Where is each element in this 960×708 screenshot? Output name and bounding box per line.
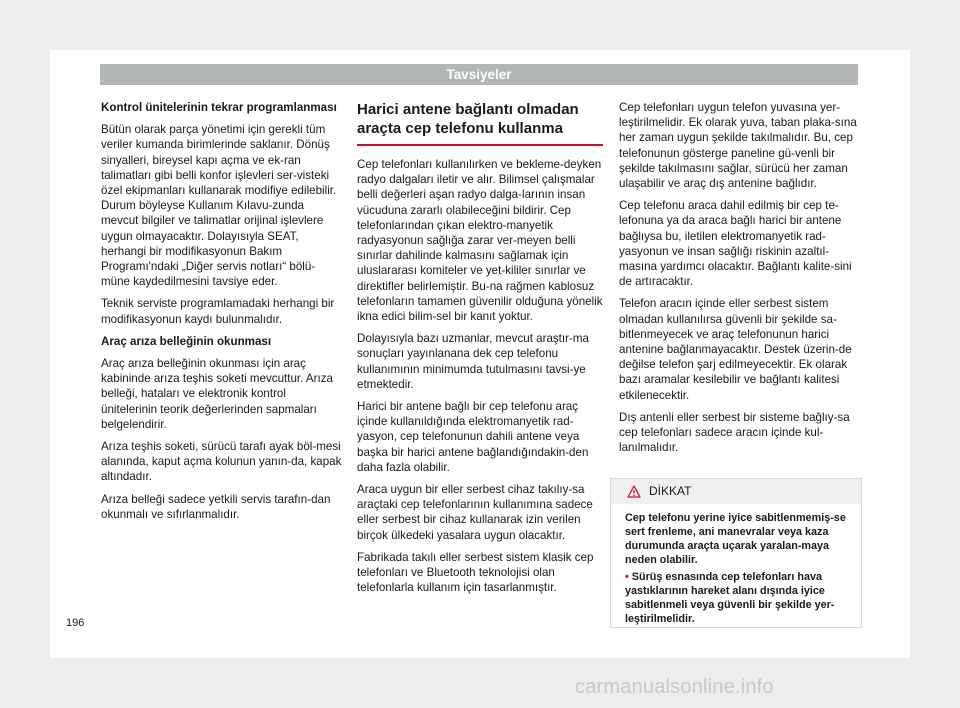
bullet-icon: • xyxy=(625,571,629,583)
warning-text xyxy=(625,570,851,626)
heading-reprogramming: Kontrol ünitelerinin tekrar programlanması xyxy=(101,101,337,114)
paragraph: Dolayısıyla bazı uzmanlar, mevcut araştır-ma sonuçları yayınlanana dek cep telefonu kullanımının minimumda tutulmasını tavsi-ye etmektedir. xyxy=(357,332,589,391)
paragraph: Cep telefonu araca dahil edilmiş bir cep te-lefonuna ya da araca bağlı harici bir antene bağlıysa bu, iletilen elektromanyetik rad-yasyonun ve insan sağlığı riskinin azaltıl-masına yardımcı olacaktır. Bağlantı kalite-sini de artıracaktır. xyxy=(619,199,852,289)
paragraph: Araca uygun bir eller serbest cihaz takılıy-sa araçtaki cep telefonlarının kullanımına sadece eller serbest bir cihaz kullanarak izin verilen birçok ülkedeki yasalara uygun olacaktır. xyxy=(357,483,593,542)
paragraph: Bütün olarak parça yönetimi için gerekli tüm veriler kumanda birimlerinde saklanır. Dönüş sinyalleri, bireysel kapı açma ve ek-ran talimatları gibi belli konfor işlevleri ser-visteki özel ekipmanları kullanarak modifiye edilebilir. Durum böyleyse Kullanım Kılavu-zunda mevcut bilgiler ve talimatlar orijinal işlevlere uygun olmayacaktır. Dolayısıyla SEAT, herhangi bir modifikasyonun Bakım Programı'ndaki „Diğer servis notları“ bölü-müne kaydedilmesini tavsiye eder. xyxy=(101,123,337,289)
column-middle xyxy=(357,100,603,602)
page-header: Tavsiyeler xyxy=(100,64,858,85)
paragraph: Dış antenli eller serbest bir sisteme bağlıy-sa cep telefonları sadece aracın içinde kul-lanılmalıdır. xyxy=(619,410,850,455)
warning-body xyxy=(611,504,861,626)
watermark: carmanualsonline.info xyxy=(575,676,774,698)
paragraph: Arıza teşhis soketi, sürücü tarafı ayak böl-mesi alanında, kaput açma kolunun yanın-da, kapak altındadır. xyxy=(101,440,342,484)
warning-triangle-icon xyxy=(627,485,641,498)
paragraph: Harici bir antene bağlı bir cep telefonu araç içinde kullanıldığında elektromanyetik rad-yasyon, cep telefonunun dahili antene veya başka bir harici antene bağlandığındakin-den daha fazla olabilir. xyxy=(357,400,589,474)
column-left xyxy=(101,100,343,529)
paragraph: Teknik serviste programlamadaki herhangi bir modifikasyonun kaydı bulunmalıdır. xyxy=(101,297,335,326)
warning-label: DİKKAT xyxy=(649,484,692,498)
paragraph: Cep telefonları kullanılırken ve bekleme-deyken radyo dalgaları iletir ve alır. Bilimsel çalışmalar belli değerleri aşan radyo dalga-larının insan vücuduna zararlı olabileceğini bildirir. Cep telefonlarından çıkan elektro-manyetik radyasyonun sağlığa zarar ver-meyen belli sınırlar dahilinde kalmasını sağlamak için uluslararası komiteler ve yet-kililer sınırlar ve direktifler belirlemiştir. Bu-na rağmen kablosuz telefonların tamamen güvenilir olduğuna yönelik ikna edici bilim-sel bir kanıt yoktur. xyxy=(357,158,603,324)
paragraph: Telefon aracın içinde eller serbest sistem olmadan kullanılırsa güvenli bir şekilde sa-bitlenmeyecek ve araç telefonunun harici antenine bağlanmayacaktır. Destek üzerin-de değilse telefon şarj edilmeyecektir. Ek olarak bazı aramalar kesilebilir ve bağlantı kalitesi etkilenecektir. xyxy=(619,297,852,402)
heading-fault-memory: Araç arıza belleğinin okunması xyxy=(101,334,272,348)
warning-header xyxy=(611,479,861,504)
warning-bullet-text: Sürüş esnasında cep telefonları hava yastıklarının hareket alanı dışında iyice sabitlenmeli veya güvenli bir şekilde yer-leştirilmelidir. xyxy=(625,571,835,625)
paragraph: Arıza belleği sadece yetkili servis tarafın-dan okunmalı ve sıfırlanmalıdır. xyxy=(101,492,331,521)
section-title: Harici antene bağlantı olmadan araçta cep telefonu kullanma xyxy=(357,100,603,146)
paragraph: Araç arıza belleğinin okunması için araç kabininde arıza teşhis soketi mevcuttur. Arıza belleği, hataları ve elektronik kontrol ünitelerinin teorik değerlerinden sapmaları belgelendirir. xyxy=(101,357,333,431)
column-right xyxy=(619,100,859,462)
paragraph: Cep telefonları uygun telefon yuvasına yer-leştirilmelidir. Ek olarak yuva, taban plaka-sına her zaman uygun şekilde takılmalıdır. Bu, cep telefonunun gösterge paneline gü-venli bir şekilde takılmasını sağlar, sürücü her zaman ulaşabilir ve araç dış antenine bağlıdır. xyxy=(619,101,857,191)
page-number: 196 xyxy=(66,617,85,629)
paragraph: Fabrikada takılı eller serbest sistem klasik cep telefonları ve Bluetooth teknolojisi olan telefonlarla kullanım için tasarlanmıştır. xyxy=(357,550,594,595)
warning-box xyxy=(610,478,862,628)
warning-text: Cep telefonu yerine iyice sabitlenmemiş-se sert frenleme, ani manevralar veya kaza durumunda araçta uçarak yaralan-maya neden olabilir. xyxy=(625,512,846,566)
